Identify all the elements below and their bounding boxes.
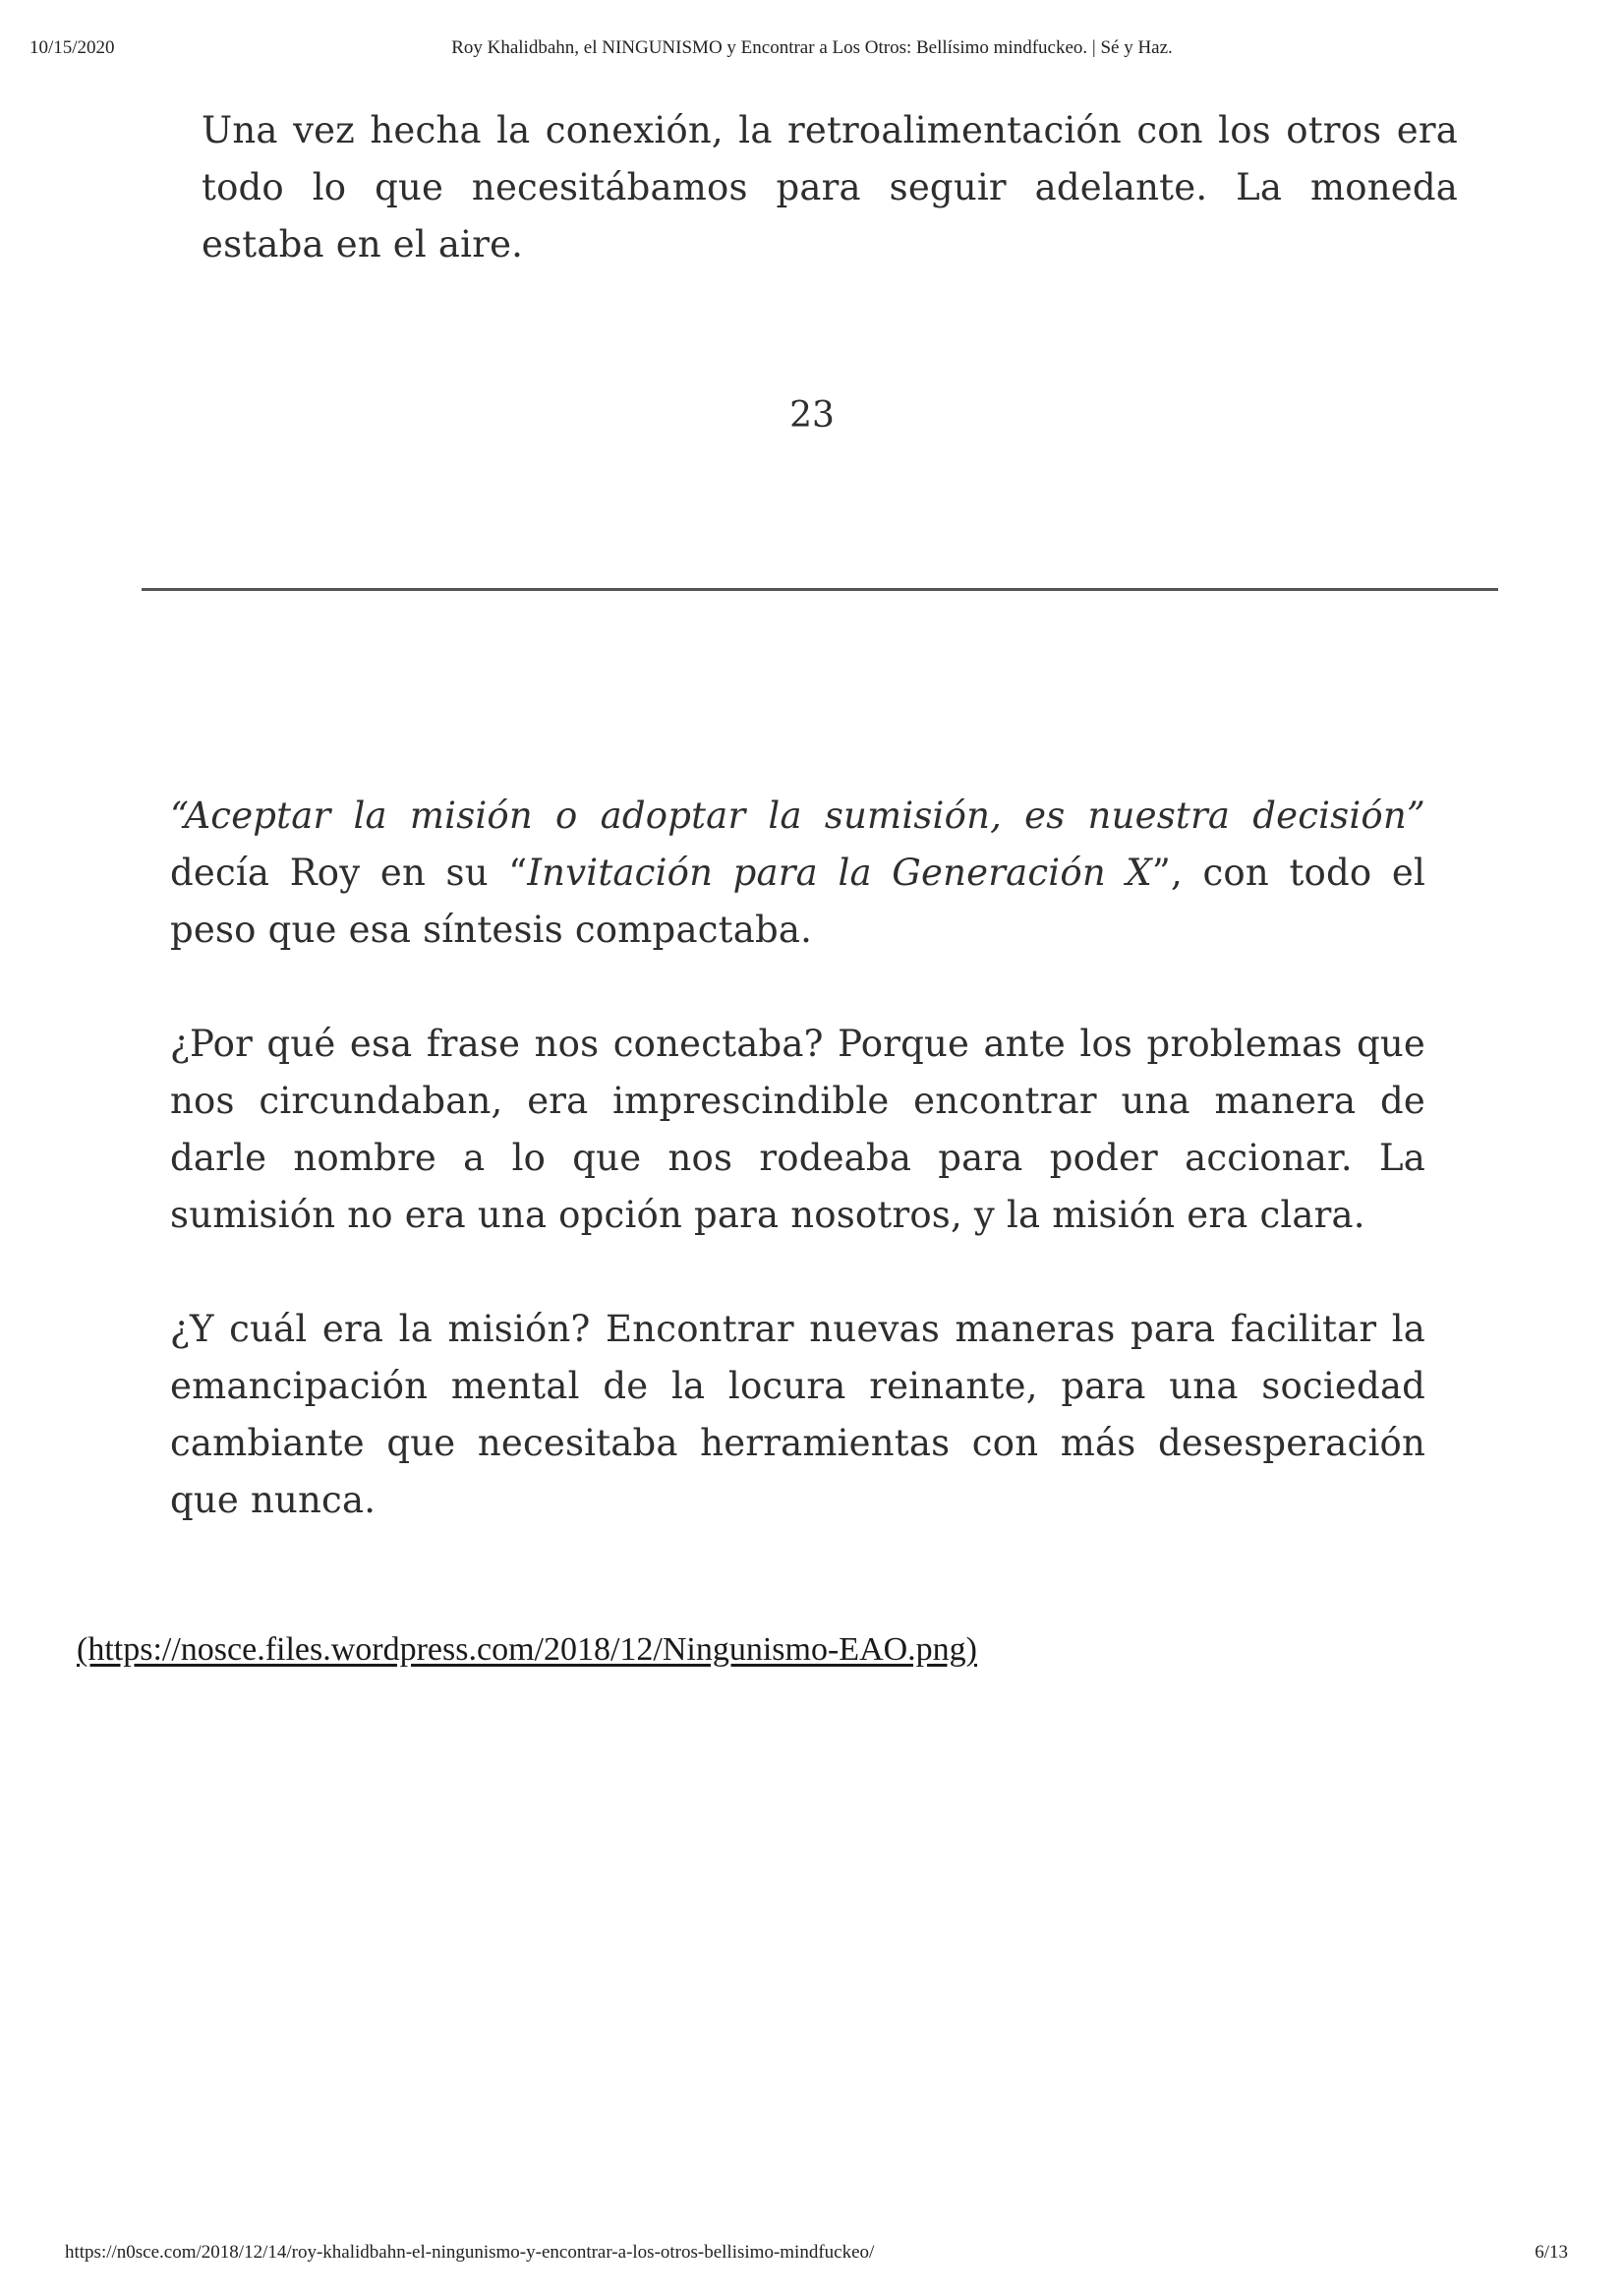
book-paragraph-mission: ¿Y cuál era la misión? Encontrar nuevas maneras para facilitar la emancipación mental de la locura reinante, para una sociedad cambiante que necesitaba herramientas con más desesperación que nunca.: [170, 1308, 1425, 1521]
quote-continuation: ”, con todo el peso que esa síntesis compactaba.: [170, 852, 1425, 951]
book-paragraph-quote: [170, 788, 1425, 959]
book-page-bottom: [170, 788, 1425, 1529]
print-page-title: Roy Khalidbahn, el NINGUNISMO y Encontrar a Los Otros: Bellísimo mindfuckeo. | Sé y Haz.: [451, 37, 1173, 58]
quote-text: “Aceptar la misión o adoptar la sumisión, es nuestra decisión”: [170, 795, 1425, 837]
book-paragraph-connection: Una vez hecha la conexión, la retroalimentación con los otros era todo lo que necesitábamos para seguir adelante. La moneda estaba en el aire.: [202, 109, 1458, 265]
book-page-top: [202, 102, 1458, 273]
print-footer-url: https://n0sce.com/2018/12/14/roy-khalidbahn-el-ningunismo-y-encontrar-a-los-otros-bellisimo-mindfuckeo/: [65, 2242, 875, 2263]
image-source-link[interactable]: (https://nosce.files.wordpress.com/2018/12/Ningunismo-EAO.png): [77, 1631, 978, 1668]
book-paragraph-why: ¿Por qué esa frase nos conectaba? Porque ante los problemas que nos circundaban, era imprescindible encontrar una manera de darle nombre a lo que nos rodeaba para poder accionar. La sumisión no era una opción para nosotros, y la misión era clara.: [170, 1023, 1425, 1236]
quote-attribution: decía Roy en su “: [170, 852, 528, 894]
print-page-indicator: 6/13: [1535, 2242, 1568, 2263]
book-page-number: 23: [789, 395, 835, 436]
print-date: 10/15/2020: [29, 37, 115, 58]
invitation-title: Invitación para la Generación X: [527, 852, 1152, 894]
page-divider: [142, 588, 1498, 591]
